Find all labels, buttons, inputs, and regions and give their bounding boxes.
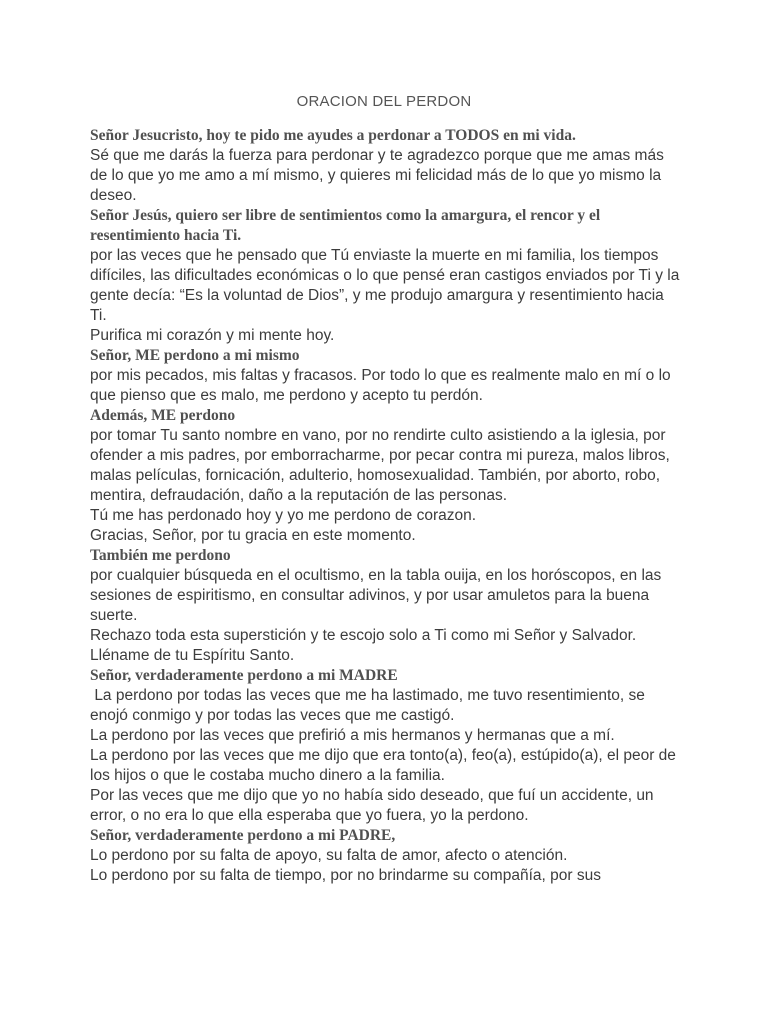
paragraph-heading: Señor, verdaderamente perdono a mi MADRE — [90, 667, 398, 684]
paragraph-heading: Señor, ME perdono a mi mismo — [90, 347, 300, 364]
paragraph-heading: También me perdono — [90, 547, 231, 564]
paragraph-text: Purifica mi corazón y mi mente hoy. — [90, 327, 335, 344]
paragraph-text: Lo perdono por su falta de tiempo, por no brindarme su compañía, por sus — [90, 867, 601, 884]
paragraph-text: Rechazo toda esta superstición y te escojo solo a Ti como mi Señor y Salvador. — [90, 627, 637, 644]
document-body — [90, 126, 684, 886]
document-title: ORACION DEL PERDON — [296, 93, 472, 110]
paragraph-heading: Señor Jesús, quiero ser libre de sentimientos como la amargura, el rencor y el resentimiento hacia Ti. — [90, 207, 605, 244]
paragraph-text: por tomar Tu santo nombre en vano, por no rendirte culto asistiendo a la iglesia, por ofender a mis padres, por emborracharme, por pecar contra mi pureza, malos libros, malas películas, fornicación, adulterio, homosexualidad. También, por aborto, robo, mentira, defraudación, daño a la reputación de las personas. — [90, 427, 675, 504]
paragraph-text: Por las veces que me dijo que yo no había sido deseado, que fuí un accidente, un error, o no era lo que ella esperaba que yo fuera, yo la perdono. — [90, 787, 658, 824]
paragraph-heading: Señor, verdaderamente perdono a mi PADRE, — [90, 827, 396, 844]
paragraph-text: La perdono por las veces que me dijo que era tonto(a), feo(a), estúpido(a), el peor de los hijos o que le costaba mucho dinero a la familia. — [90, 747, 681, 784]
paragraph-text: Sé que me darás la fuerza para perdonar y te agradezco porque que me amas más de lo que yo me amo a mí mismo, y quieres mi felicidad más de lo que yo mismo la deseo. — [90, 147, 669, 204]
paragraph-text: Tú me has perdonado hoy y yo me perdono de corazon. — [90, 507, 477, 524]
paragraph-text: Lo perdono por su falta de apoyo, su falta de amor, afecto o atención. — [90, 847, 568, 864]
paragraph-heading: Señor Jesucristo, hoy te pido me ayudes a perdonar a TODOS en mi vida. — [90, 127, 576, 144]
paragraph-text: Lléname de tu Espíritu Santo. — [90, 647, 295, 664]
paragraph-heading: Además, ME perdono — [90, 407, 236, 424]
paragraph-text: La perdono por las veces que prefirió a mis hermanos y hermanas que a mí. — [90, 727, 615, 744]
paragraph-text: La perdono por todas las veces que me ha lastimado, me tuvo resentimiento, se enojó conmigo y por todas las veces que me castigó. — [90, 687, 650, 724]
paragraph-text: por las veces que he pensado que Tú enviaste la muerte en mi familia, los tiempos difíciles, las dificultades económicas o lo que pensé eran castigos enviados por Ti y la gente decía: “Es la voluntad de Dios”, y me produjo amargura y resentimiento hacia Ti. — [90, 247, 684, 324]
paragraph-text: por cualquier búsqueda en el ocultismo, en la tabla ouija, en los horóscopos, en las sesiones de espiritismo, en consultar adivinos, y por usar amuletos para la buena suerte. — [90, 567, 666, 624]
paragraph-text: Gracias, Señor, por tu gracia en este momento. — [90, 527, 416, 544]
paragraph-text: por mis pecados, mis faltas y fracasos. Por todo lo que es realmente malo en mí o lo que pienso que es malo, me perdono y acepto tu perdón. — [90, 367, 675, 404]
